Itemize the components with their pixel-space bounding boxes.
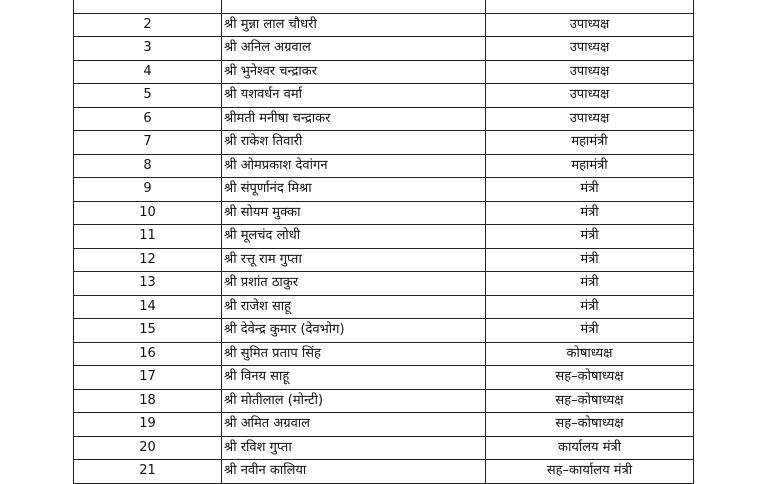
member-name-cell: श्री सुमित प्रताप सिंह [222, 342, 486, 366]
designation-cell: महामंत्री [486, 131, 694, 155]
designation-cell [486, 0, 694, 13]
designation-cell: उपाध्यक्ष [486, 60, 694, 84]
table-row [74, 342, 694, 366]
member-name-cell: श्रीमती मनीषा चन्द्राकर [222, 107, 486, 131]
member-name-cell: श्री राकेश तिवारी [222, 131, 486, 155]
serial-number-cell: 11 [74, 225, 222, 249]
table-row [74, 295, 694, 319]
designation-cell: मंत्री [486, 201, 694, 225]
serial-number-cell: 4 [74, 60, 222, 84]
member-name-cell: श्री अमित अग्रवाल [222, 413, 486, 437]
member-name-cell: श्री राजेश साहू [222, 295, 486, 319]
table-row [74, 460, 694, 484]
designation-cell: मंत्री [486, 272, 694, 296]
designation-cell: मंत्री [486, 178, 694, 202]
member-name-cell: श्री मुन्ना लाल चौधरी [222, 13, 486, 37]
member-name-cell: श्री रत्तू राम गुप्ता [222, 248, 486, 272]
table-row [74, 131, 694, 155]
table-row [74, 0, 694, 13]
table-row [74, 178, 694, 202]
table-row [74, 107, 694, 131]
serial-number-cell: 20 [74, 436, 222, 460]
member-name-cell: श्री ओमप्रकाश देवांगन [222, 154, 486, 178]
designation-cell: कार्यालय मंत्री [486, 436, 694, 460]
designation-cell: सह–कोषाध्यक्ष [486, 366, 694, 390]
member-name-cell: श्री मोतीलाल (मोन्टी) [222, 389, 486, 413]
serial-number-cell: 13 [74, 272, 222, 296]
designation-cell: उपाध्यक्ष [486, 37, 694, 61]
table-row [74, 319, 694, 343]
table-row [74, 60, 694, 84]
member-name-cell: श्री सोयम मुक्का [222, 201, 486, 225]
serial-number-cell: 15 [74, 319, 222, 343]
designation-cell: मंत्री [486, 248, 694, 272]
serial-number-cell [74, 0, 222, 13]
table-body [74, 0, 694, 483]
table-row [74, 37, 694, 61]
serial-number-cell: 7 [74, 131, 222, 155]
designation-cell: सह–कोषाध्यक्ष [486, 389, 694, 413]
serial-number-cell: 17 [74, 366, 222, 390]
table-row [74, 389, 694, 413]
table-row [74, 366, 694, 390]
serial-number-cell: 8 [74, 154, 222, 178]
table-row [74, 225, 694, 249]
designation-cell: उपाध्यक्ष [486, 13, 694, 37]
designation-cell: मंत्री [486, 225, 694, 249]
serial-number-cell: 6 [74, 107, 222, 131]
table-row [74, 154, 694, 178]
table-row [74, 436, 694, 460]
member-name-cell: श्री यशवर्धन वर्मा [222, 84, 486, 108]
member-name-cell: श्री रविश गुप्ता [222, 436, 486, 460]
designation-cell: मंत्री [486, 295, 694, 319]
member-name-cell: श्री विनय साहू [222, 366, 486, 390]
serial-number-cell: 21 [74, 460, 222, 484]
designation-cell: उपाध्यक्ष [486, 84, 694, 108]
designation-cell: मंत्री [486, 319, 694, 343]
designation-cell: उपाध्यक्ष [486, 107, 694, 131]
member-name-cell: श्री अनिल अग्रवाल [222, 37, 486, 61]
table-row [74, 201, 694, 225]
serial-number-cell: 9 [74, 178, 222, 202]
serial-number-cell: 16 [74, 342, 222, 366]
member-name-cell: श्री मूलचंद लोधी [222, 225, 486, 249]
table-row [74, 13, 694, 37]
table-row [74, 272, 694, 296]
designation-cell: कोषाध्यक्ष [486, 342, 694, 366]
member-name-cell: श्री भुनेश्वर चन्द्राकर [222, 60, 486, 84]
member-name-cell: श्री नवीन कालिया [222, 460, 486, 484]
member-name-cell: श्री प्रशांत ठाकुर [222, 272, 486, 296]
member-name-cell [222, 0, 486, 13]
serial-number-cell: 19 [74, 413, 222, 437]
serial-number-cell: 2 [74, 13, 222, 37]
designation-cell: सह–कार्यालय मंत्री [486, 460, 694, 484]
serial-number-cell: 3 [74, 37, 222, 61]
serial-number-cell: 18 [74, 389, 222, 413]
office-bearers-table [73, 0, 694, 484]
member-name-cell: श्री देवेन्द्र कुमार (देवभोग) [222, 319, 486, 343]
table-row [74, 413, 694, 437]
serial-number-cell: 10 [74, 201, 222, 225]
designation-cell: सह–कोषाध्यक्ष [486, 413, 694, 437]
table-row [74, 84, 694, 108]
serial-number-cell: 12 [74, 248, 222, 272]
designation-cell: महामंत्री [486, 154, 694, 178]
serial-number-cell: 5 [74, 84, 222, 108]
member-name-cell: श्री संपूर्णानंद मिश्रा [222, 178, 486, 202]
table-row [74, 248, 694, 272]
serial-number-cell: 14 [74, 295, 222, 319]
